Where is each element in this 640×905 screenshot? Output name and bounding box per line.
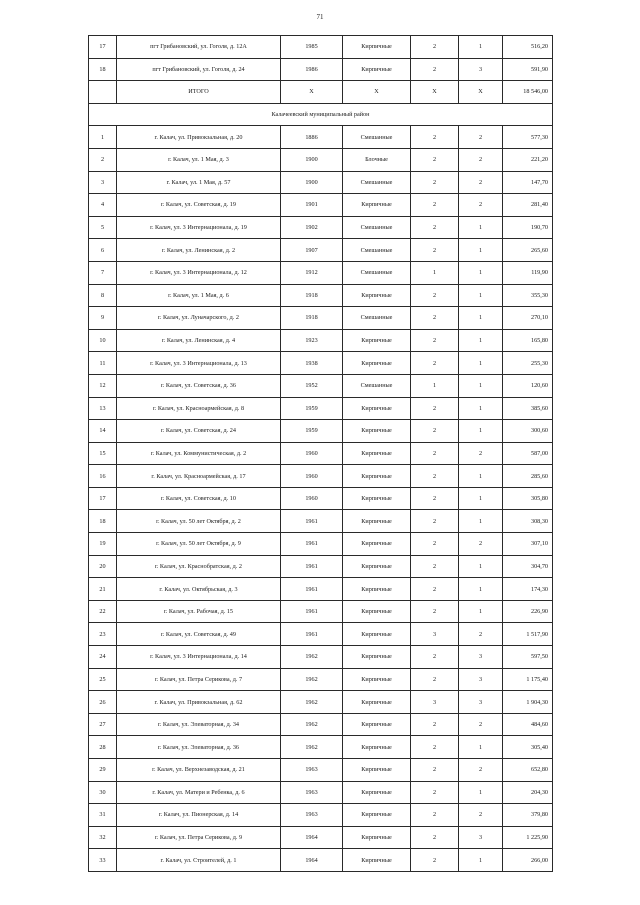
row-address: г. Калач, ул. 1 Мая, д. 6: [117, 284, 281, 307]
row-number: 8: [89, 284, 117, 307]
row-area: 120,60: [503, 374, 553, 397]
row-area: 270,10: [503, 307, 553, 330]
total-area: 18 546,00: [503, 81, 553, 104]
row-entrances: 3: [459, 668, 503, 691]
row-address: г. Калач, ул. Советская, д. 19: [117, 194, 281, 217]
row-floors: 2: [411, 555, 459, 578]
row-entrances: 1: [459, 510, 503, 533]
row-number: 17: [89, 487, 117, 510]
table-row: [89, 578, 553, 601]
row-floors: 2: [411, 781, 459, 804]
row-entrances: 1: [459, 849, 503, 872]
row-number: 27: [89, 713, 117, 736]
row-area: 307,10: [503, 533, 553, 556]
row-entrances: 2: [459, 623, 503, 646]
row-area: 300,60: [503, 420, 553, 443]
row-number: 32: [89, 826, 117, 849]
row-year: 1963: [281, 781, 343, 804]
row-area: 281,40: [503, 194, 553, 217]
row-entrances: 2: [459, 759, 503, 782]
row-area: 304,70: [503, 555, 553, 578]
row-material: Кирпичные: [343, 781, 411, 804]
row-material: Кирпичные: [343, 691, 411, 714]
row-number: 1: [89, 126, 117, 149]
row-floors: 2: [411, 239, 459, 262]
row-address: г. Калач, ул. Коммунистическая, д. 2: [117, 442, 281, 465]
table-row: [89, 668, 553, 691]
row-entrances: 2: [459, 194, 503, 217]
row-floors: 2: [411, 510, 459, 533]
row-floors: 2: [411, 307, 459, 330]
row-year: 1962: [281, 646, 343, 669]
row-entrances: 1: [459, 216, 503, 239]
row-address: г. Калач, ул. Строителей, д. 1: [117, 849, 281, 872]
row-number: 20: [89, 555, 117, 578]
row-material: Кирпичные: [343, 352, 411, 375]
row-floors: 2: [411, 58, 459, 81]
row-year: 1960: [281, 465, 343, 488]
row-address: г. Калач, ул. 3 Интернационала, д. 19: [117, 216, 281, 239]
page-number: 71: [316, 13, 324, 21]
row-address: г. Калач, ул. Матери и Ребенка, д. 6: [117, 781, 281, 804]
row-area: 385,60: [503, 397, 553, 420]
row-floors: 3: [411, 623, 459, 646]
row-floors: 2: [411, 420, 459, 443]
row-address: г. Калач, ул. 1 Мая, д. 3: [117, 148, 281, 171]
table-row: [89, 58, 553, 81]
row-floors: 1: [411, 374, 459, 397]
table-row: [89, 600, 553, 623]
row-floors: 2: [411, 329, 459, 352]
row-entrances: 1: [459, 239, 503, 262]
row-entrances: 1: [459, 736, 503, 759]
row-material: Кирпичные: [343, 420, 411, 443]
table-row: [89, 510, 553, 533]
row-material: Кирпичные: [343, 826, 411, 849]
table-row: [89, 442, 553, 465]
row-material: Смешанные: [343, 261, 411, 284]
row-year: 1962: [281, 736, 343, 759]
total-entrances: X: [459, 81, 503, 104]
row-material: Кирпичные: [343, 849, 411, 872]
table-row: [89, 261, 553, 284]
row-year: 1959: [281, 420, 343, 443]
row-area: 1 904,30: [503, 691, 553, 714]
row-floors: 2: [411, 826, 459, 849]
row-year: 1961: [281, 600, 343, 623]
row-year: 1918: [281, 307, 343, 330]
row-entrances: 1: [459, 307, 503, 330]
row-floors: 2: [411, 713, 459, 736]
row-area: 516,20: [503, 36, 553, 59]
row-entrances: 1: [459, 465, 503, 488]
row-year: 1985: [281, 36, 343, 59]
section-title: Калачеевский муниципальный район: [89, 103, 553, 126]
row-material: Кирпичные: [343, 465, 411, 488]
row-number: 9: [89, 307, 117, 330]
row-material: Кирпичные: [343, 555, 411, 578]
table-row: [89, 352, 553, 375]
row-year: 1961: [281, 510, 343, 533]
row-number: 30: [89, 781, 117, 804]
row-entrances: 1: [459, 284, 503, 307]
row-entrances: 1: [459, 36, 503, 59]
row-material: Кирпичные: [343, 600, 411, 623]
row-material: Смешанные: [343, 374, 411, 397]
row-number: 26: [89, 691, 117, 714]
row-year: 1900: [281, 148, 343, 171]
row-number: 5: [89, 216, 117, 239]
row-entrances: 2: [459, 442, 503, 465]
row-entrances: 1: [459, 487, 503, 510]
section-header-row: [89, 103, 553, 126]
row-number: 17: [89, 36, 117, 59]
row-year: 1964: [281, 826, 343, 849]
row-number: 13: [89, 397, 117, 420]
table-row: [89, 781, 553, 804]
total-floors: X: [411, 81, 459, 104]
row-address: г. Калач, ул. Советская, д. 49: [117, 623, 281, 646]
row-floors: 2: [411, 646, 459, 669]
row-material: Кирпичные: [343, 397, 411, 420]
row-area: 308,30: [503, 510, 553, 533]
row-number: 3: [89, 171, 117, 194]
row-entrances: 1: [459, 397, 503, 420]
row-material: Смешанные: [343, 171, 411, 194]
row-area: 652,80: [503, 759, 553, 782]
row-entrances: 2: [459, 533, 503, 556]
row-floors: 2: [411, 397, 459, 420]
row-year: 1960: [281, 442, 343, 465]
table-row: [89, 533, 553, 556]
row-area: 147,70: [503, 171, 553, 194]
row-year: 1960: [281, 487, 343, 510]
row-address: г. Калач, ул. 50 лет Октября, д. 9: [117, 533, 281, 556]
row-number: 22: [89, 600, 117, 623]
row-address: г. Калач, ул. Привокзальная, д. 20: [117, 126, 281, 149]
row-number: 33: [89, 849, 117, 872]
row-material: Кирпичные: [343, 646, 411, 669]
row-floors: 2: [411, 442, 459, 465]
row-area: 265,60: [503, 239, 553, 262]
row-floors: 2: [411, 668, 459, 691]
table-row: [89, 646, 553, 669]
table-row: [89, 691, 553, 714]
row-area: 577,30: [503, 126, 553, 149]
row-year: 1961: [281, 555, 343, 578]
row-address: г. Калач, ул. Советская, д. 10: [117, 487, 281, 510]
row-number: 14: [89, 420, 117, 443]
row-floors: 3: [411, 691, 459, 714]
row-number: 23: [89, 623, 117, 646]
row-entrances: 2: [459, 804, 503, 827]
row-year: 1907: [281, 239, 343, 262]
row-address: г. Калач, ул. Элеваторная, д. 34: [117, 713, 281, 736]
row-area: 221,20: [503, 148, 553, 171]
row-floors: 2: [411, 194, 459, 217]
row-area: 119,90: [503, 261, 553, 284]
row-entrances: 1: [459, 352, 503, 375]
row-material: Кирпичные: [343, 329, 411, 352]
row-floors: 2: [411, 759, 459, 782]
table-row: [89, 826, 553, 849]
table-row: [89, 487, 553, 510]
row-material: Кирпичные: [343, 58, 411, 81]
table-row: [89, 420, 553, 443]
row-entrances: 2: [459, 126, 503, 149]
total-material: X: [343, 81, 411, 104]
row-area: 1 517,90: [503, 623, 553, 646]
row-material: Кирпичные: [343, 487, 411, 510]
table-row: [89, 194, 553, 217]
row-number: 25: [89, 668, 117, 691]
row-material: Смешанные: [343, 239, 411, 262]
row-number: 16: [89, 465, 117, 488]
row-material: Смешанные: [343, 307, 411, 330]
row-area: 484,60: [503, 713, 553, 736]
row-address: г. Калач, ул. Привокзальная, д. 62: [117, 691, 281, 714]
row-entrances: 1: [459, 329, 503, 352]
row-floors: 2: [411, 804, 459, 827]
row-floors: 2: [411, 148, 459, 171]
row-material: Кирпичные: [343, 713, 411, 736]
row-material: Кирпичные: [343, 759, 411, 782]
row-year: 1918: [281, 284, 343, 307]
table-row: [89, 148, 553, 171]
row-entrances: 1: [459, 420, 503, 443]
row-number: 12: [89, 374, 117, 397]
row-area: 285,60: [503, 465, 553, 488]
row-area: 355,30: [503, 284, 553, 307]
row-year: 1952: [281, 374, 343, 397]
row-number: 7: [89, 261, 117, 284]
row-entrances: 2: [459, 148, 503, 171]
row-address: г. Калач, ул. 3 Интернационала, д. 12: [117, 261, 281, 284]
row-address: г. Калач, ул. Ленинская, д. 2: [117, 239, 281, 262]
total-label: ИТОГО: [117, 81, 281, 104]
row-floors: 2: [411, 126, 459, 149]
row-entrances: 1: [459, 781, 503, 804]
row-floors: 2: [411, 216, 459, 239]
row-area: 174,30: [503, 578, 553, 601]
row-entrances: 3: [459, 691, 503, 714]
row-material: Кирпичные: [343, 578, 411, 601]
row-area: 591,90: [503, 58, 553, 81]
row-area: 190,70: [503, 216, 553, 239]
row-floors: 2: [411, 578, 459, 601]
table-row: [89, 374, 553, 397]
row-year: 1912: [281, 261, 343, 284]
row-address: г. Калач, ул. Петра Серикова, д. 7: [117, 668, 281, 691]
row-floors: 2: [411, 171, 459, 194]
row-address: г. Калач, ул. 3 Интернационала, д. 14: [117, 646, 281, 669]
row-year: 1959: [281, 397, 343, 420]
total-row: [89, 81, 553, 104]
row-entrances: 1: [459, 374, 503, 397]
row-area: 1 175,40: [503, 668, 553, 691]
row-entrances: 1: [459, 578, 503, 601]
row-year: 1901: [281, 194, 343, 217]
row-address: г. Калач, ул. 1 Мая, д. 57: [117, 171, 281, 194]
total-empty-cell: [89, 81, 117, 104]
row-area: 255,30: [503, 352, 553, 375]
row-year: 1963: [281, 804, 343, 827]
row-year: 1962: [281, 668, 343, 691]
row-material: Кирпичные: [343, 194, 411, 217]
row-address: г. Калач, ул. 3 Интернационала, д. 13: [117, 352, 281, 375]
table-row: [89, 239, 553, 262]
row-entrances: 1: [459, 555, 503, 578]
table-row: [89, 465, 553, 488]
row-year: 1938: [281, 352, 343, 375]
row-material: Кирпичные: [343, 284, 411, 307]
row-entrances: 3: [459, 646, 503, 669]
table-row: [89, 736, 553, 759]
row-material: Кирпичные: [343, 623, 411, 646]
row-floors: 2: [411, 352, 459, 375]
row-floors: 2: [411, 533, 459, 556]
row-year: 1886: [281, 126, 343, 149]
row-number: 15: [89, 442, 117, 465]
row-address: г. Калач, ул. Луначарского, д. 2: [117, 307, 281, 330]
row-address: г. Калач, ул. Красноармейская, д. 17: [117, 465, 281, 488]
table-row: [89, 759, 553, 782]
table-row: [89, 555, 553, 578]
row-address: г. Калач, ул. Верхнезаводская, д. 21: [117, 759, 281, 782]
table-row: [89, 623, 553, 646]
row-area: 165,80: [503, 329, 553, 352]
row-area: 226,90: [503, 600, 553, 623]
row-number: 24: [89, 646, 117, 669]
row-material: Кирпичные: [343, 442, 411, 465]
table-row: [89, 284, 553, 307]
row-number: 21: [89, 578, 117, 601]
row-address: г. Калач, ул. Петра Серикова, д. 9: [117, 826, 281, 849]
row-year: 1900: [281, 171, 343, 194]
row-year: 1962: [281, 713, 343, 736]
row-area: 204,30: [503, 781, 553, 804]
row-year: 1961: [281, 623, 343, 646]
table-row: [89, 126, 553, 149]
row-material: Кирпичные: [343, 804, 411, 827]
row-address: г. Калач, ул. Элеваторная, д. 36: [117, 736, 281, 759]
row-floors: 2: [411, 600, 459, 623]
total-year: X: [281, 81, 343, 104]
row-address: г. Калач, ул. Советская, д. 36: [117, 374, 281, 397]
row-address: г. Калач, ул. Ленинская, д. 4: [117, 329, 281, 352]
row-material: Кирпичные: [343, 36, 411, 59]
row-number: 10: [89, 329, 117, 352]
row-material: Кирпичные: [343, 668, 411, 691]
row-material: Смешанные: [343, 216, 411, 239]
row-area: 1 225,90: [503, 826, 553, 849]
row-year: 1961: [281, 578, 343, 601]
row-number: 11: [89, 352, 117, 375]
table-row: [89, 329, 553, 352]
row-area: 266,00: [503, 849, 553, 872]
row-address: пгт Грибановский, ул. Гоголя, д. 12А: [117, 36, 281, 59]
row-material: Кирпичные: [343, 533, 411, 556]
row-number: 19: [89, 533, 117, 556]
table-body: [89, 36, 553, 872]
row-area: 305,80: [503, 487, 553, 510]
table-row: [89, 804, 553, 827]
table-row: [89, 36, 553, 59]
row-number: 6: [89, 239, 117, 262]
row-number: 4: [89, 194, 117, 217]
row-material: Кирпичные: [343, 736, 411, 759]
row-year: 1923: [281, 329, 343, 352]
table-row: [89, 849, 553, 872]
row-address: г. Калач, ул. 50 лет Октября, д. 2: [117, 510, 281, 533]
row-year: 1964: [281, 849, 343, 872]
row-number: 31: [89, 804, 117, 827]
row-address: пгт Грибановский, ул. Гоголя, д. 24: [117, 58, 281, 81]
row-year: 1962: [281, 691, 343, 714]
row-address: г. Калач, ул. Пионерская, д. 14: [117, 804, 281, 827]
row-address: г. Калач, ул. Октябрьская, д. 3: [117, 578, 281, 601]
table-row: [89, 216, 553, 239]
row-area: 597,50: [503, 646, 553, 669]
row-year: 1902: [281, 216, 343, 239]
row-area: 587,00: [503, 442, 553, 465]
row-address: г. Калач, ул. Красноармейская, д. 8: [117, 397, 281, 420]
row-floors: 2: [411, 487, 459, 510]
row-year: 1963: [281, 759, 343, 782]
row-entrances: 2: [459, 713, 503, 736]
table-row: [89, 397, 553, 420]
row-floors: 2: [411, 465, 459, 488]
row-floors: 2: [411, 284, 459, 307]
row-number: 18: [89, 58, 117, 81]
row-number: 29: [89, 759, 117, 782]
row-number: 2: [89, 148, 117, 171]
row-year: 1986: [281, 58, 343, 81]
row-number: 18: [89, 510, 117, 533]
row-entrances: 3: [459, 58, 503, 81]
row-area: 305,40: [503, 736, 553, 759]
row-year: 1961: [281, 533, 343, 556]
table-row: [89, 713, 553, 736]
row-floors: 2: [411, 736, 459, 759]
row-material: Блочные: [343, 148, 411, 171]
row-floors: 1: [411, 261, 459, 284]
row-entrances: 2: [459, 171, 503, 194]
table-row: [89, 307, 553, 330]
row-floors: 2: [411, 849, 459, 872]
table-row: [89, 171, 553, 194]
row-area: 379,80: [503, 804, 553, 827]
row-floors: 2: [411, 36, 459, 59]
row-material: Кирпичные: [343, 510, 411, 533]
row-address: г. Калач, ул. Рабочая, д. 15: [117, 600, 281, 623]
row-entrances: 1: [459, 261, 503, 284]
row-number: 28: [89, 736, 117, 759]
row-address: г. Калач, ул. Краснобратская, д. 2: [117, 555, 281, 578]
housing-register-table: [88, 35, 553, 872]
row-address: г. Калач, ул. Советская, д. 24: [117, 420, 281, 443]
row-entrances: 3: [459, 826, 503, 849]
row-entrances: 1: [459, 600, 503, 623]
row-material: Смешанные: [343, 126, 411, 149]
